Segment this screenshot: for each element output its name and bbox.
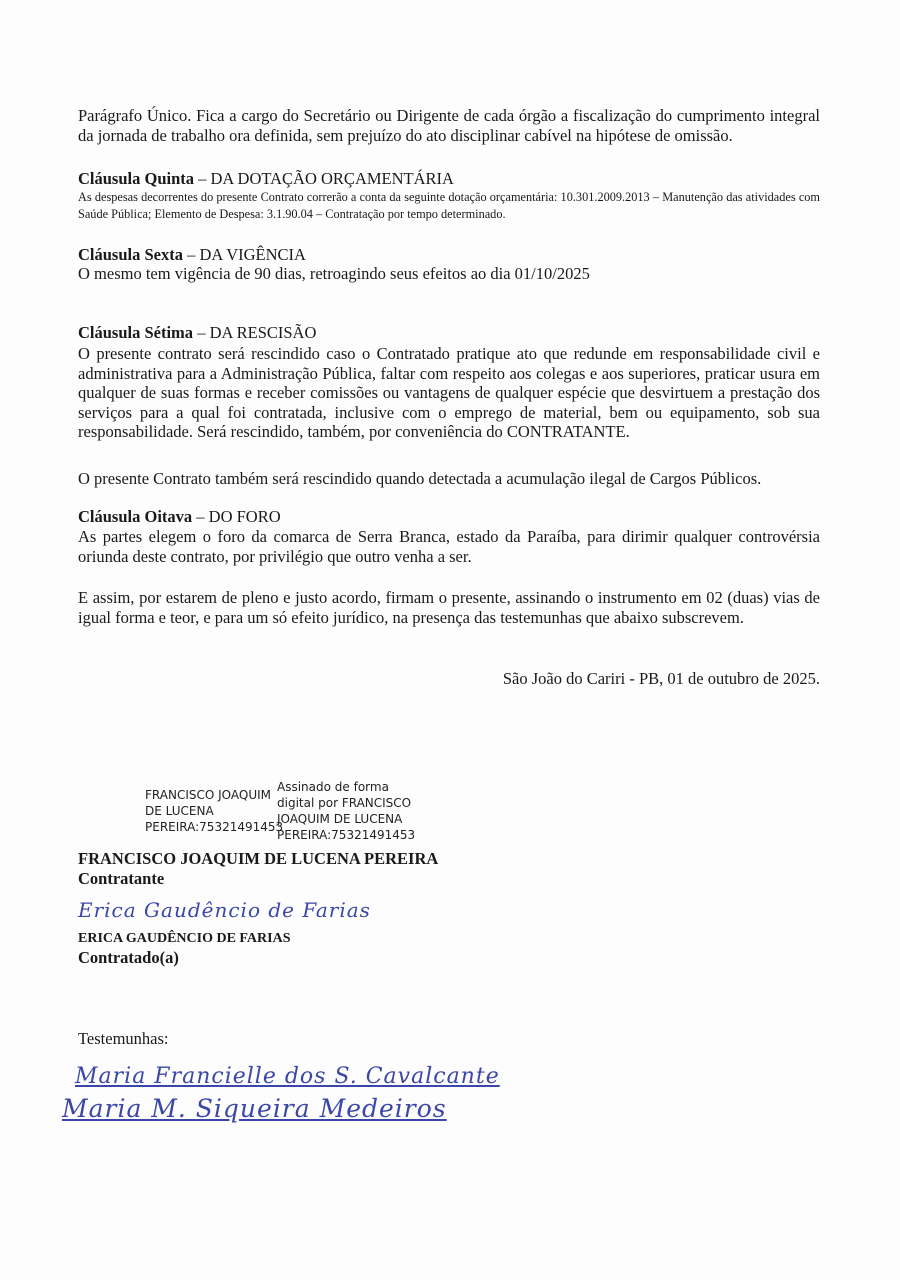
clause-title: – DA RESCISÃO: [193, 323, 317, 342]
signature-info-line: PEREIRA:75321491453: [277, 828, 416, 842]
testemunhas-label: Testemunhas:: [78, 1029, 169, 1048]
clause-label: Cláusula Oitava: [78, 507, 193, 526]
paragrafo-unico: Parágrafo Único. Fica a cargo do Secretário ou Dirigente de cada órgão a fiscalização do cumprimento integral da jornada de trabalho ora definida, sem prejuízo do ato disciplinar cabível na hipótese de omissão.: [78, 106, 820, 145]
contratante-nome: FRANCISCO JOAQUIM DE LUCENA PEREIRA: [78, 849, 439, 868]
contratado-handwritten-signature: Erica Gaudêncio de Farias: [78, 898, 371, 922]
clausula-oitava-text: As partes elegem o foro da comarca de Serra Branca, estado da Paraíba, para dirimir qualquer controvérsia oriunda deste contrato, por privilégio que outro venha a ser.: [78, 527, 820, 566]
clause-label: Cláusula Sexta: [78, 245, 183, 264]
clausula-oitava-heading: [78, 507, 820, 527]
clause-title: – DA DOTAÇÃO ORÇAMENTÁRIA: [194, 169, 454, 188]
clause-label: Cláusula Sétima: [78, 323, 194, 342]
testemunha-1-signature: Maria Francielle dos S. Cavalcante: [75, 1064, 500, 1089]
clause-label: Cláusula Quinta: [78, 169, 194, 188]
local-data: São João do Cariri - PB, 01 de outubro de 2025.: [502, 669, 820, 688]
clause-title: – DO FORO: [192, 507, 281, 526]
clausula-sexta-text: O mesmo tem vigência de 90 dias, retroagindo seus efeitos ao dia 01/10/2025: [78, 264, 590, 283]
fecho: E assim, por estarem de pleno e justo acordo, firmam o presente, assinando o instrumento em 02 (duas) vias de igual forma e teor, e para um só efeito jurídico, na presença das testemunhas que abaixo subscrevem.: [78, 588, 820, 627]
testemunha-2-signature: Maria M. Siqueira Medeiros: [62, 1094, 447, 1123]
signer-name-line: PEREIRA:75321491453: [145, 820, 284, 834]
contratado-papel: Contratado(a): [78, 948, 179, 967]
signer-name-line: FRANCISCO JOAQUIM: [145, 788, 272, 802]
clausula-quinta-heading: [78, 169, 820, 189]
signer-name-line: DE LUCENA: [145, 804, 214, 818]
clausula-sexta-heading: [78, 245, 820, 265]
signature-info-line: Assinado de forma: [277, 780, 389, 794]
signature-info-line: JOAQUIM DE LUCENA: [277, 812, 403, 826]
clausula-setima-text: O presente contrato será rescindido caso o Contratado pratique ato que redunde em responsabilidade civil e administrativa para a Administração Pública, faltar com respeito aos colegas e aos superiores, praticar usura em qualquer de suas formas e receber comissões ou vantagens de qualquer espécie que desvirtuem a prestação dos serviços para a qual foi contratada, inclusive com o emprego de material, bem ou equipamento, sob sua responsabilidade. Será rescindido, também, por conveniência do CONTRATANTE.: [78, 344, 820, 441]
signature-info-line: digital por FRANCISCO: [277, 796, 412, 810]
clausula-quinta-text: As despesas decorrentes do presente Contrato correrão a conta da seguinte dotação orçamentária: 10.301.2009.2013 – Manutenção das atividades com Saúde Pública; Elemento de Despesa: 3.1.90.04 – Contratação por tempo determinado.: [78, 190, 820, 221]
clausula-setima-text2: O presente Contrato também será rescindido quando detectada a acumulação ilegal de Cargos Públicos.: [78, 469, 762, 488]
digital-signature-stamp: [145, 779, 427, 843]
clausula-setima-heading: [78, 323, 820, 343]
contratado-nome: ERICA GAUDÊNCIO DE FARIAS: [78, 931, 291, 946]
contratante-papel: Contratante: [78, 869, 165, 888]
clause-title: – DA VIGÊNCIA: [182, 245, 306, 264]
